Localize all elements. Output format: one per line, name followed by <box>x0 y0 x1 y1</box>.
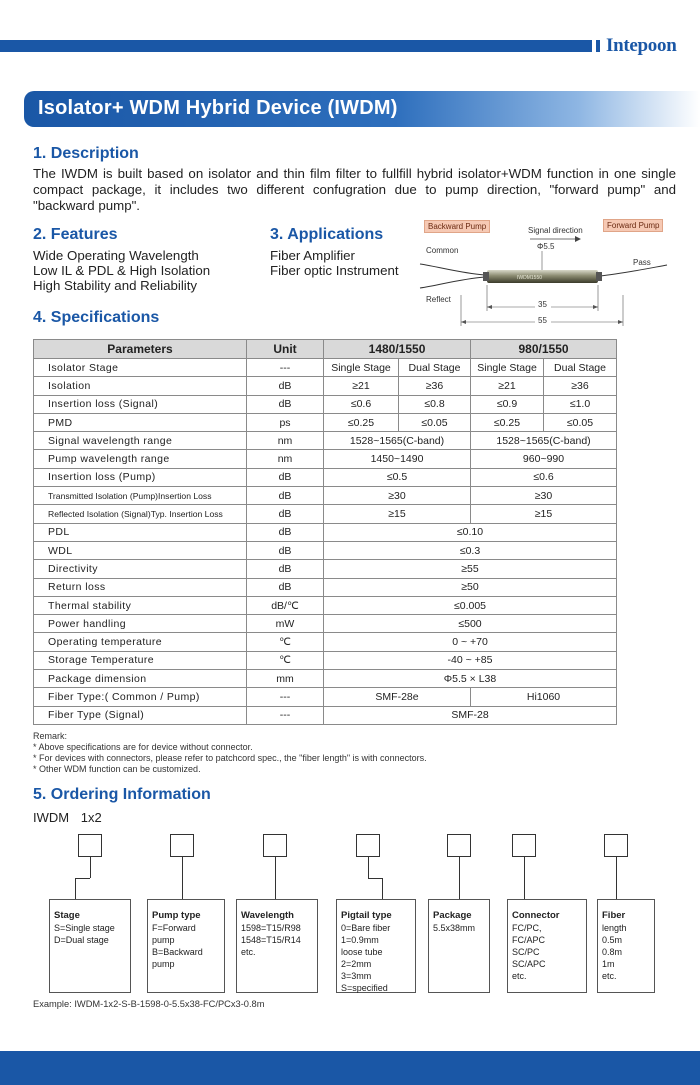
connector-line <box>90 857 91 878</box>
ordering-box-line: D=Dual stage <box>54 935 109 945</box>
ordering-box-pump-type <box>147 899 225 993</box>
value-cell: Dual Stage <box>544 359 617 377</box>
ordering-box-line: 3=3mm <box>341 971 372 981</box>
ordering-box-line: 1m <box>602 959 615 969</box>
value-cell: SMF-28e <box>324 688 471 706</box>
ordering-box-line: length <box>602 923 627 933</box>
pass-port-label: Pass <box>633 258 651 267</box>
code-box-fiber-length <box>604 834 628 857</box>
specifications-heading: 4. Specifications <box>33 309 160 326</box>
ordering-box-line: 1548=T15/R14 <box>241 935 301 945</box>
header-980-1550: 980/1550 <box>471 340 617 359</box>
value-cell: ≤0.05 <box>544 413 617 431</box>
value-cell: 1528~1565(C-band) <box>324 432 471 450</box>
value-cell: ≤0.5 <box>324 468 471 486</box>
remark-line: Remark: <box>33 731 68 741</box>
table-row <box>34 413 617 431</box>
applications-list <box>270 248 399 278</box>
unit-cell: dB <box>247 395 324 413</box>
connector-line <box>524 857 525 899</box>
common-port-label: Common <box>426 246 459 255</box>
table-row <box>34 651 617 669</box>
param-cell: Pump wavelength range <box>34 450 247 468</box>
table-row <box>34 468 617 486</box>
value-cell: 1450~1490 <box>324 450 471 468</box>
value-cell: Single Stage <box>324 359 399 377</box>
connector-line <box>275 857 276 899</box>
unit-cell: mm <box>247 670 324 688</box>
unit-cell: ps <box>247 413 324 431</box>
features-list <box>33 248 210 293</box>
ordering-box-line: SC/APC <box>512 959 546 969</box>
unit-cell: ℃ <box>247 651 324 669</box>
connector-line <box>75 878 76 899</box>
param-cell: Transmitted Isolation (Pump)Insertion Loss <box>34 487 247 505</box>
unit-cell: ℃ <box>247 633 324 651</box>
ordering-box-line: 2=2mm <box>341 959 372 969</box>
value-cell: -40 ~ +85 <box>324 651 617 669</box>
value-cell: SMF-28 <box>324 706 617 724</box>
ordering-box-line: etc. <box>602 971 617 981</box>
ordering-box-package <box>428 899 490 993</box>
param-cell: Isolation <box>34 377 247 395</box>
feature-item: Wide Operating Wavelength <box>33 248 199 263</box>
param-cell: Thermal stability <box>34 596 247 614</box>
diameter-label: Φ5.5 <box>537 242 555 251</box>
value-cell: ≥36 <box>399 377 471 395</box>
param-cell: Isolator Stage <box>34 359 247 377</box>
ordering-box-line: S=Single stage <box>54 923 115 933</box>
value-cell: ≤0.6 <box>324 395 399 413</box>
ordering-box-line: 0=Bare fiber <box>341 923 391 933</box>
connector-line <box>75 878 90 879</box>
unit-cell: mW <box>247 615 324 633</box>
reflect-port-label: Reflect <box>426 295 451 304</box>
value-cell: ≥30 <box>471 487 617 505</box>
device-label: IWDM1550 <box>517 275 543 281</box>
connector-line <box>382 878 383 899</box>
connector-line <box>182 857 183 899</box>
value-cell: ≥21 <box>471 377 544 395</box>
value-cell: ≥50 <box>324 578 617 596</box>
unit-cell: --- <box>247 359 324 377</box>
table-row <box>34 596 617 614</box>
unit-cell: dB <box>247 523 324 541</box>
brand-logo <box>606 31 700 65</box>
code-box-pump-type <box>170 834 194 857</box>
param-cell: Storage Temperature <box>34 651 247 669</box>
ordering-box-title: Pigtail type <box>341 910 392 921</box>
table-row <box>34 450 617 468</box>
table-row <box>34 541 617 559</box>
ordering-box-line: F=Forward <box>152 923 196 933</box>
device-diagram <box>415 215 700 330</box>
table-row <box>34 395 617 413</box>
title-banner <box>24 91 700 127</box>
unit-cell: nm <box>247 450 324 468</box>
forward-pump-label: Forward Pump <box>603 219 663 232</box>
feature-item: High Stability and Reliability <box>33 278 198 293</box>
connector-line <box>459 857 460 899</box>
remarks <box>33 731 427 775</box>
ordering-box-title: Stage <box>54 910 80 921</box>
unit-cell: dB <box>247 560 324 578</box>
remark-line: * For devices with connectors, please refer to patchcord spec., the "fiber length" is with connectors. <box>33 753 427 763</box>
ordering-box-connector <box>507 899 587 993</box>
value-cell: 960~990 <box>471 450 617 468</box>
param-cell: Signal wavelength range <box>34 432 247 450</box>
ordering-box-line: S=specified <box>341 983 388 993</box>
param-cell: Reflected Isolation (Signal)Typ. Insertion Loss <box>34 505 247 523</box>
table-row <box>34 578 617 596</box>
table-row <box>34 633 617 651</box>
ordering-box-line: 0.8m <box>602 947 623 957</box>
param-cell: Insertion loss (Signal) <box>34 395 247 413</box>
value-cell: ≤0.3 <box>324 541 617 559</box>
unit-cell: dB/℃ <box>247 596 324 614</box>
unit-cell: dB <box>247 578 324 596</box>
value-cell: ≤0.005 <box>324 596 617 614</box>
table-row <box>34 523 617 541</box>
table-row <box>34 432 617 450</box>
code-box-connector <box>512 834 536 857</box>
unit-cell: --- <box>247 688 324 706</box>
dimension-outer-label: 55 <box>538 316 547 325</box>
header-bar <box>0 40 592 52</box>
param-cell: Fiber Type:( Common / Pump) <box>34 688 247 706</box>
header-1480-1550: 1480/1550 <box>324 340 471 359</box>
ordering-box-title: Pump type <box>152 910 201 921</box>
table-row <box>34 615 617 633</box>
table-row <box>34 688 617 706</box>
ordering-box-wavelength <box>236 899 318 993</box>
description-text: The IWDM is built based on isolator and thin film filter to fullfill hybrid isolator+WDM function in one single compact package, it includes two different confugration due to pump direction, "forward pump" and "backward pump". <box>33 166 676 213</box>
feature-item: Low IL & PDL & High Isolation <box>33 263 211 278</box>
value-cell: ≥15 <box>324 505 471 523</box>
table-row <box>34 706 617 724</box>
value-cell: Dual Stage <box>399 359 471 377</box>
value-cell: ≤0.9 <box>471 395 544 413</box>
ordering-box-line: 1598=T15/R98 <box>241 923 301 933</box>
value-cell: 1528~1565(C-band) <box>471 432 617 450</box>
param-cell: Directivity <box>34 560 247 578</box>
value-cell: ≤0.10 <box>324 523 617 541</box>
value-cell: ≤0.8 <box>399 395 471 413</box>
code-box-pigtail <box>356 834 380 857</box>
table-row <box>34 377 617 395</box>
page-title: Isolator+ WDM Hybrid Device (IWDM) <box>38 97 398 119</box>
param-cell: WDL <box>34 541 247 559</box>
specifications-table <box>33 339 617 725</box>
header-unit: Unit <box>247 340 324 359</box>
param-cell: Package dimension <box>34 670 247 688</box>
ordering-box-title: Connector <box>512 910 560 921</box>
unit-cell: dB <box>247 505 324 523</box>
value-cell: ≥55 <box>324 560 617 578</box>
value-cell: Single Stage <box>471 359 544 377</box>
ordering-box-line: etc. <box>512 971 527 981</box>
value-cell: ≤0.25 <box>471 413 544 431</box>
connector-line <box>368 857 369 878</box>
ordering-box-line: B=Backward <box>152 947 203 957</box>
application-item: Fiber optic Instrument <box>270 263 399 278</box>
remark-line: * Other WDM function can be customized. <box>33 764 201 774</box>
param-cell: Fiber Type (Signal) <box>34 706 247 724</box>
signal-direction-label: Signal direction <box>528 226 583 235</box>
ordering-heading: 5. Ordering Information <box>33 786 211 803</box>
table-row <box>34 505 617 523</box>
ordering-box-line: SC/PC <box>512 947 540 957</box>
param-cell: Operating temperature <box>34 633 247 651</box>
value-cell: 0 ~ +70 <box>324 633 617 651</box>
ordering-box-line: 5.5x38mm <box>433 923 476 933</box>
value-cell: ≥30 <box>324 487 471 505</box>
ordering-box-line: 0.5m <box>602 935 623 945</box>
param-cell: Power handling <box>34 615 247 633</box>
connector-line <box>616 857 617 899</box>
ordering-box-title: Package <box>433 910 472 921</box>
unit-cell: dB <box>247 487 324 505</box>
unit-cell: dB <box>247 541 324 559</box>
ordering-box-line: FC/PC, <box>512 923 542 933</box>
value-cell: Hi1060 <box>471 688 617 706</box>
header-bar-end <box>596 40 600 52</box>
ordering-box-line: 1=0.9mm <box>341 935 379 945</box>
value-cell: ≤0.6 <box>471 468 617 486</box>
table-row <box>34 560 617 578</box>
param-cell: PMD <box>34 413 247 431</box>
ordering-box-title: Fiber <box>602 910 626 921</box>
unit-cell: --- <box>247 706 324 724</box>
features-heading: 2. Features <box>33 226 118 243</box>
ordering-example: Example: IWDM-1x2-S-B-1598-0-5.5x38-FC/PCx3-0.8m <box>33 999 265 1009</box>
value-cell: ≥36 <box>544 377 617 395</box>
ordering-box-line: pump <box>152 935 175 945</box>
ordering-box-pigtail <box>336 899 416 993</box>
code-box-wavelength <box>263 834 287 857</box>
value-cell: ≥15 <box>471 505 617 523</box>
dimension-inner-label: 35 <box>538 300 547 309</box>
ordering-box-line: pump <box>152 959 175 969</box>
footer-bar <box>0 1051 700 1085</box>
value-cell: ≤500 <box>324 615 617 633</box>
value-cell: ≤0.25 <box>324 413 399 431</box>
value-cell: Φ5.5 × L38 <box>324 670 617 688</box>
brand-logo-text: Intepoon <box>606 35 677 56</box>
backward-pump-label: Backward Pump <box>424 220 490 233</box>
table-header-row <box>34 340 617 359</box>
description-heading: 1. Description <box>33 145 139 162</box>
ordering-box-line: FC/APC <box>512 935 546 945</box>
unit-cell: dB <box>247 468 324 486</box>
unit-cell: dB <box>247 377 324 395</box>
device-drawing <box>415 215 700 330</box>
unit-cell: nm <box>247 432 324 450</box>
ordering-box-stage <box>49 899 131 993</box>
applications-heading: 3. Applications <box>270 226 384 243</box>
code-box-stage <box>78 834 102 857</box>
ordering-code: IWDM 1x2 <box>33 810 102 825</box>
ordering-box-fiber-length <box>597 899 655 993</box>
code-box-package <box>447 834 471 857</box>
param-cell: Insertion loss (Pump) <box>34 468 247 486</box>
param-cell: Return loss <box>34 578 247 596</box>
value-cell: ≤0.05 <box>399 413 471 431</box>
ordering-box-line: etc. <box>241 947 256 957</box>
value-cell: ≤1.0 <box>544 395 617 413</box>
value-cell: ≥21 <box>324 377 399 395</box>
application-item: Fiber Amplifier <box>270 248 355 263</box>
header-parameters: Parameters <box>34 340 247 359</box>
table-row <box>34 359 617 377</box>
ordering-box-title: Wavelength <box>241 910 294 921</box>
param-cell: PDL <box>34 523 247 541</box>
connector-line <box>368 878 382 879</box>
table-row <box>34 670 617 688</box>
remark-line: * Above specifications are for device without connector. <box>33 742 253 752</box>
table-row <box>34 487 617 505</box>
ordering-box-line: loose tube <box>341 947 383 957</box>
